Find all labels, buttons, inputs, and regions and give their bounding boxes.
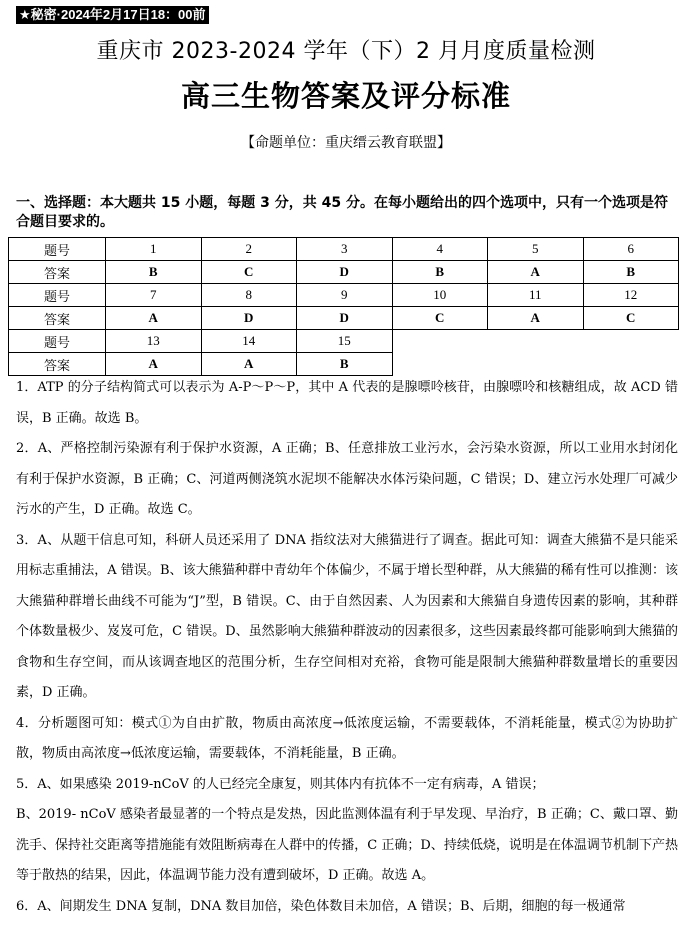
answer-cell: A	[488, 261, 584, 284]
question-no: 7	[106, 284, 202, 307]
question-no: 14	[201, 330, 297, 353]
secret-label: ★秘密·2024年2月17日18：00前	[16, 6, 209, 24]
exam-title: 重庆市 2023-2024 学年（下）2 月月度质量检测	[96, 39, 596, 64]
section-heading-choice: 一、选择题：本大题共 15 小题，每题 3 分，共 45 分。在每小题给出的四个选项中，只有一个选项是符合题目要求的。	[16, 195, 668, 230]
explanation-paragraph: B、2019- nCoV 感染者最显著的一个特点是发热，因此监测体温有利于早发现、早治疗，B 正确；C、戴口罩、勤洗手、保持社交距离等措施能有效阻断病毒在人群中的传播，C 正确；D、持续低烧，说明是在体温调节机制下产热等于散热的结果，因此，体温调节能力没有遭到破坏，D 正确。故选 A。	[16, 807, 678, 883]
answer-cell: D	[297, 261, 393, 284]
explanation-paragraph: 5．A、如果感染 2019-nCoV 的人已经完全康复，则其体内有抗体不一定有病毒，A 错误；	[16, 776, 545, 792]
answer-cell: A	[106, 353, 202, 376]
explanation-paragraph: 6．A、间期发生 DNA 复制，DNA 数目加倍，染色体数目未加倍，A 错误；B、后期，细胞的每一极通常	[16, 898, 626, 914]
table-row-numbers	[9, 284, 679, 307]
question-no: 8	[201, 284, 297, 307]
explanations	[16, 373, 678, 922]
question-no: 15	[297, 330, 393, 353]
row-label-question-no: 题号	[9, 330, 106, 353]
answer-cell: C	[392, 307, 488, 330]
answer-cell: A	[201, 353, 297, 376]
empty-cell	[392, 330, 488, 353]
explanation-paragraph: 4．分析题图可知：模式①为自由扩散，物质由高浓度→低浓度运输，不需要载体，不消耗能量，模式②为协助扩散，物质由高浓度→低浓度运输，需要载体，不消耗能量，B 正确。	[16, 715, 678, 761]
question-no: 12	[583, 284, 679, 307]
answer-cell: D	[201, 307, 297, 330]
empty-cell	[583, 330, 679, 353]
question-no: 2	[201, 238, 297, 261]
table-row-numbers	[9, 238, 679, 261]
row-label-answer: 答案	[9, 307, 106, 330]
table-row-answers	[9, 307, 679, 330]
row-label-question-no: 题号	[9, 284, 106, 307]
question-no: 4	[392, 238, 488, 261]
answer-cell: A	[488, 307, 584, 330]
table-row-answers	[9, 261, 679, 284]
answer-cell: B	[106, 261, 202, 284]
row-label-answer: 答案	[9, 353, 106, 376]
answer-cell: C	[201, 261, 297, 284]
explanation-paragraph: 2．A、严格控制污染源有利于保护水资源，A 正确；B、任意排放工业污水，会污染水资源，所以工业用水封闭化有利于保护水资源，B 正确；C、河道两侧浇筑水泥坝不能解决水体污染问题，C 错误；D、建立污水处理厂可减少污水的产生，D 正确。故选 C。	[16, 441, 678, 517]
question-no: 1	[106, 238, 202, 261]
row-label-question-no: 题号	[9, 238, 106, 261]
answer-table	[8, 237, 679, 376]
question-no: 6	[583, 238, 679, 261]
table-row-numbers	[9, 330, 679, 353]
question-no: 9	[297, 284, 393, 307]
document-title: 高三生物答案及评分标准	[180, 79, 511, 113]
empty-cell	[488, 330, 584, 353]
answer-cell: A	[106, 307, 202, 330]
question-no: 10	[392, 284, 488, 307]
question-no: 5	[488, 238, 584, 261]
question-no: 13	[106, 330, 202, 353]
answer-cell: D	[297, 307, 393, 330]
question-no: 3	[297, 238, 393, 261]
answer-cell: B	[392, 261, 488, 284]
answer-cell: B	[583, 261, 679, 284]
answer-cell: B	[297, 353, 393, 376]
issuing-unit: 【命题单位：重庆缙云教育联盟】	[241, 135, 451, 151]
question-no: 11	[488, 284, 584, 307]
row-label-answer: 答案	[9, 261, 106, 284]
explanation-paragraph: 3．A、从题干信息可知，科研人员还采用了 DNA 指纹法对大熊猫进行了调查。据此可知：调查大熊猫不是只能采用标志重捕法，A 错误。B、该大熊猫种群中青幼年个体偏少，不属于增长型种群，从大熊猫的稀有性可以推测：该大熊猫种群增长曲线不可能为“J”型，B 错误。C、由于自然因素、人为因素和大熊猫自身遗传因素的影响，其种群个体数量极少、岌岌可危，C 错误。D、虽然影响大熊猫种群波动的因素很多，这些因素最终都可能影响到大熊猫的食物和生存空间，而从该调查地区的范围分析，生存空间相对充裕，食物可能是限制大熊猫种群数量增长的重要因素，D 正确。	[16, 532, 678, 700]
answer-cell: C	[583, 307, 679, 330]
explanation-paragraph: 1．ATP 的分子结构简式可以表示为 A-P～P～P，其中 A 代表的是腺嘌呤核苷，由腺嘌呤和核糖组成，故 ACD 错误，B 正确。故选 B。	[16, 380, 678, 426]
